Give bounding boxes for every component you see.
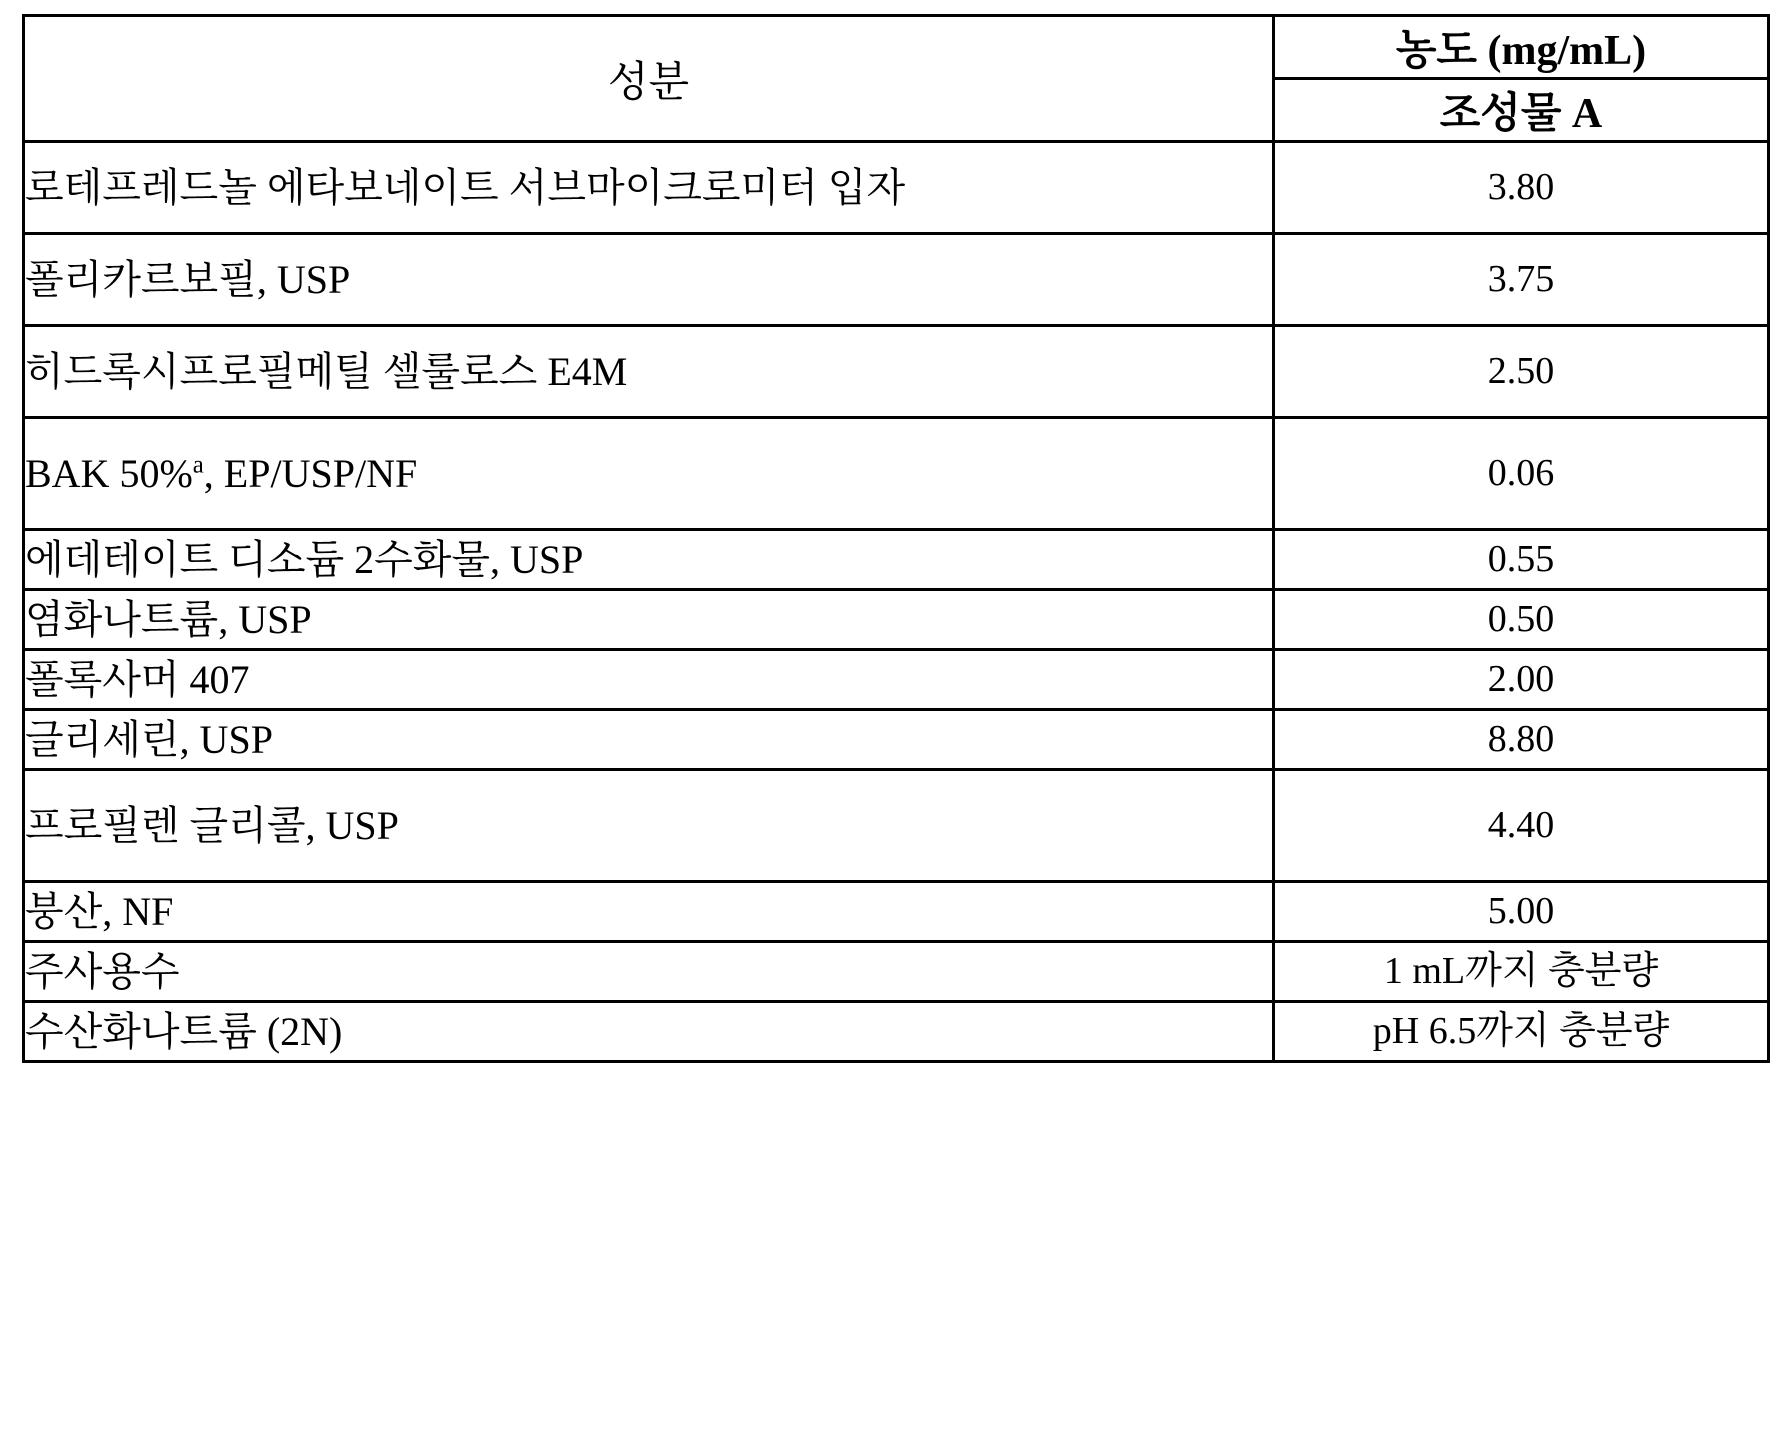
table-body — [24, 16, 1769, 1062]
header-concentration: 농도 (mg/mL) — [1274, 16, 1769, 79]
ingredient-amount: 3.80 — [1274, 142, 1769, 234]
table-row — [24, 590, 1769, 650]
table-header-row-1 — [24, 16, 1769, 79]
ingredient-name: 주사용수 — [24, 942, 1274, 1002]
table-row — [24, 142, 1769, 234]
ingredient-name: 프로필렌 글리콜, USP — [24, 770, 1274, 882]
ingredient-name: 수산화나트륨 (2N) — [24, 1002, 1274, 1062]
ingredient-name-prefix: BAK 50% — [25, 450, 193, 496]
header-composition-a: 조성물 A — [1274, 79, 1769, 142]
ingredient-name: 에데테이트 디소듐 2수화물, USP — [24, 530, 1274, 590]
ingredient-amount: 2.50 — [1274, 326, 1769, 418]
table-row — [24, 942, 1769, 1002]
ingredient-amount: 0.50 — [1274, 590, 1769, 650]
ingredient-amount: 1 mL까지 충분량 — [1274, 942, 1769, 1002]
ingredient-amount: 0.55 — [1274, 530, 1769, 590]
ingredient-amount: 8.80 — [1274, 710, 1769, 770]
ingredient-name: 로테프레드놀 에타보네이트 서브마이크로미터 입자 — [24, 142, 1274, 234]
table-row — [24, 530, 1769, 590]
ingredient-name: 폴록사머 407 — [24, 650, 1274, 710]
table-row — [24, 234, 1769, 326]
ingredient-amount: 5.00 — [1274, 882, 1769, 942]
formulation-table — [22, 14, 1770, 1063]
ingredient-name: 붕산, NF — [24, 882, 1274, 942]
ingredient-amount: 0.06 — [1274, 418, 1769, 530]
ingredient-amount: 3.75 — [1274, 234, 1769, 326]
ingredient-amount: pH 6.5까지 충분량 — [1274, 1002, 1769, 1062]
ingredient-name: 폴리카르보필, USP — [24, 234, 1274, 326]
table-row — [24, 882, 1769, 942]
ingredient-name: 히드록시프로필메틸 셀룰로스 E4M — [24, 326, 1274, 418]
ingredient-name-suffix: , EP/USP/NF — [203, 450, 418, 496]
table-row — [24, 326, 1769, 418]
table-row — [24, 770, 1769, 882]
ingredient-name: 글리세린, USP — [24, 710, 1274, 770]
table-row — [24, 1002, 1769, 1062]
table-row — [24, 710, 1769, 770]
table-row — [24, 650, 1769, 710]
ingredient-amount: 2.00 — [1274, 650, 1769, 710]
footnote-marker: a — [192, 451, 204, 479]
table-row — [24, 418, 1769, 530]
ingredient-amount: 4.40 — [1274, 770, 1769, 882]
ingredient-name — [24, 418, 1274, 530]
header-ingredient: 성분 — [24, 16, 1274, 142]
ingredient-name: 염화나트륨, USP — [24, 590, 1274, 650]
